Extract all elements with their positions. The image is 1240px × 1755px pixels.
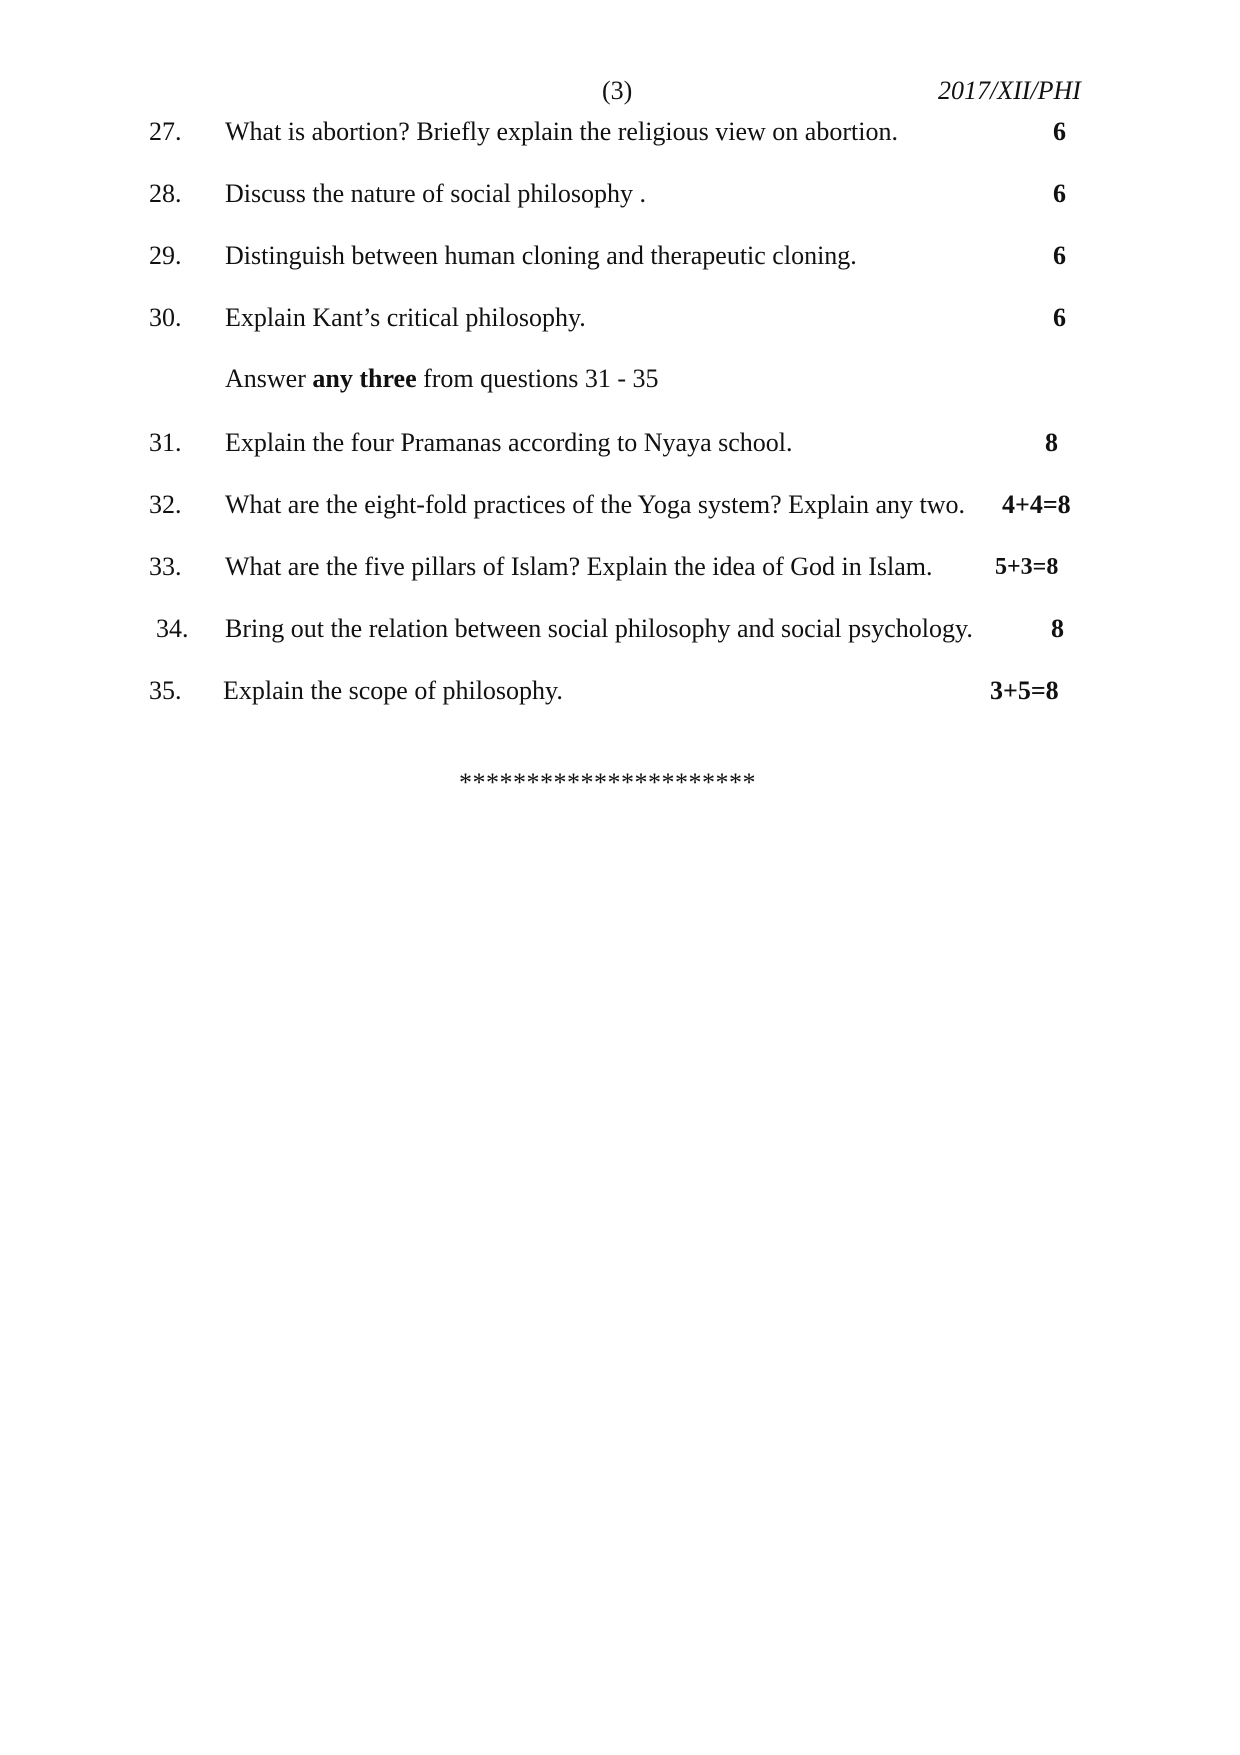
question-marks: 5+3=8 bbox=[995, 554, 1059, 580]
question-marks: 8 bbox=[1051, 614, 1064, 643]
question-text: Distinguish between human cloning and therapeutic cloning. bbox=[225, 241, 857, 270]
question-number: 33. bbox=[149, 552, 182, 581]
instruction-suffix: from questions 31 - 35 bbox=[416, 364, 659, 393]
question-text: What are the eight-fold practices of the Yoga system? Explain any two. bbox=[225, 490, 966, 519]
question-number: 35. bbox=[149, 676, 182, 705]
end-of-paper-marker: ********************** bbox=[459, 768, 756, 797]
question-marks: 6 bbox=[1053, 303, 1066, 332]
question-text: Bring out the relation between social philosophy and social psychology. bbox=[225, 614, 973, 643]
page-number: (3) bbox=[602, 76, 633, 105]
question-marks: 8 bbox=[1045, 428, 1058, 457]
question-number: 31. bbox=[149, 428, 182, 457]
question-marks: 6 bbox=[1053, 179, 1066, 208]
question-marks: 3+5=8 bbox=[990, 676, 1059, 705]
question-number: 27. bbox=[149, 117, 182, 146]
question-marks: 4+4=8 bbox=[1002, 490, 1071, 519]
instruction-prefix: Answer bbox=[225, 364, 313, 393]
question-number: 34. bbox=[156, 614, 189, 643]
question-marks: 6 bbox=[1053, 241, 1066, 270]
question-text: What are the five pillars of Islam? Explain the idea of God in Islam. bbox=[225, 552, 933, 581]
question-number: 30. bbox=[149, 303, 182, 332]
question-number: 32. bbox=[149, 490, 182, 519]
question-text: Discuss the nature of social philosophy . bbox=[225, 179, 646, 208]
question-number: 29. bbox=[149, 241, 182, 270]
section-instruction bbox=[225, 364, 659, 394]
instruction-emphasis: any three bbox=[312, 364, 417, 393]
question-text: Explain the scope of philosophy. bbox=[223, 676, 563, 705]
question-text: What is abortion? Briefly explain the religious view on abortion. bbox=[225, 117, 898, 146]
question-marks: 6 bbox=[1053, 117, 1066, 146]
question-text: Explain the four Pramanas according to Nyaya school. bbox=[225, 428, 793, 457]
question-number: 28. bbox=[149, 179, 182, 208]
question-text: Explain Kant’s critical philosophy. bbox=[225, 303, 586, 332]
paper-code: 2017/XII/PHI bbox=[938, 76, 1081, 105]
